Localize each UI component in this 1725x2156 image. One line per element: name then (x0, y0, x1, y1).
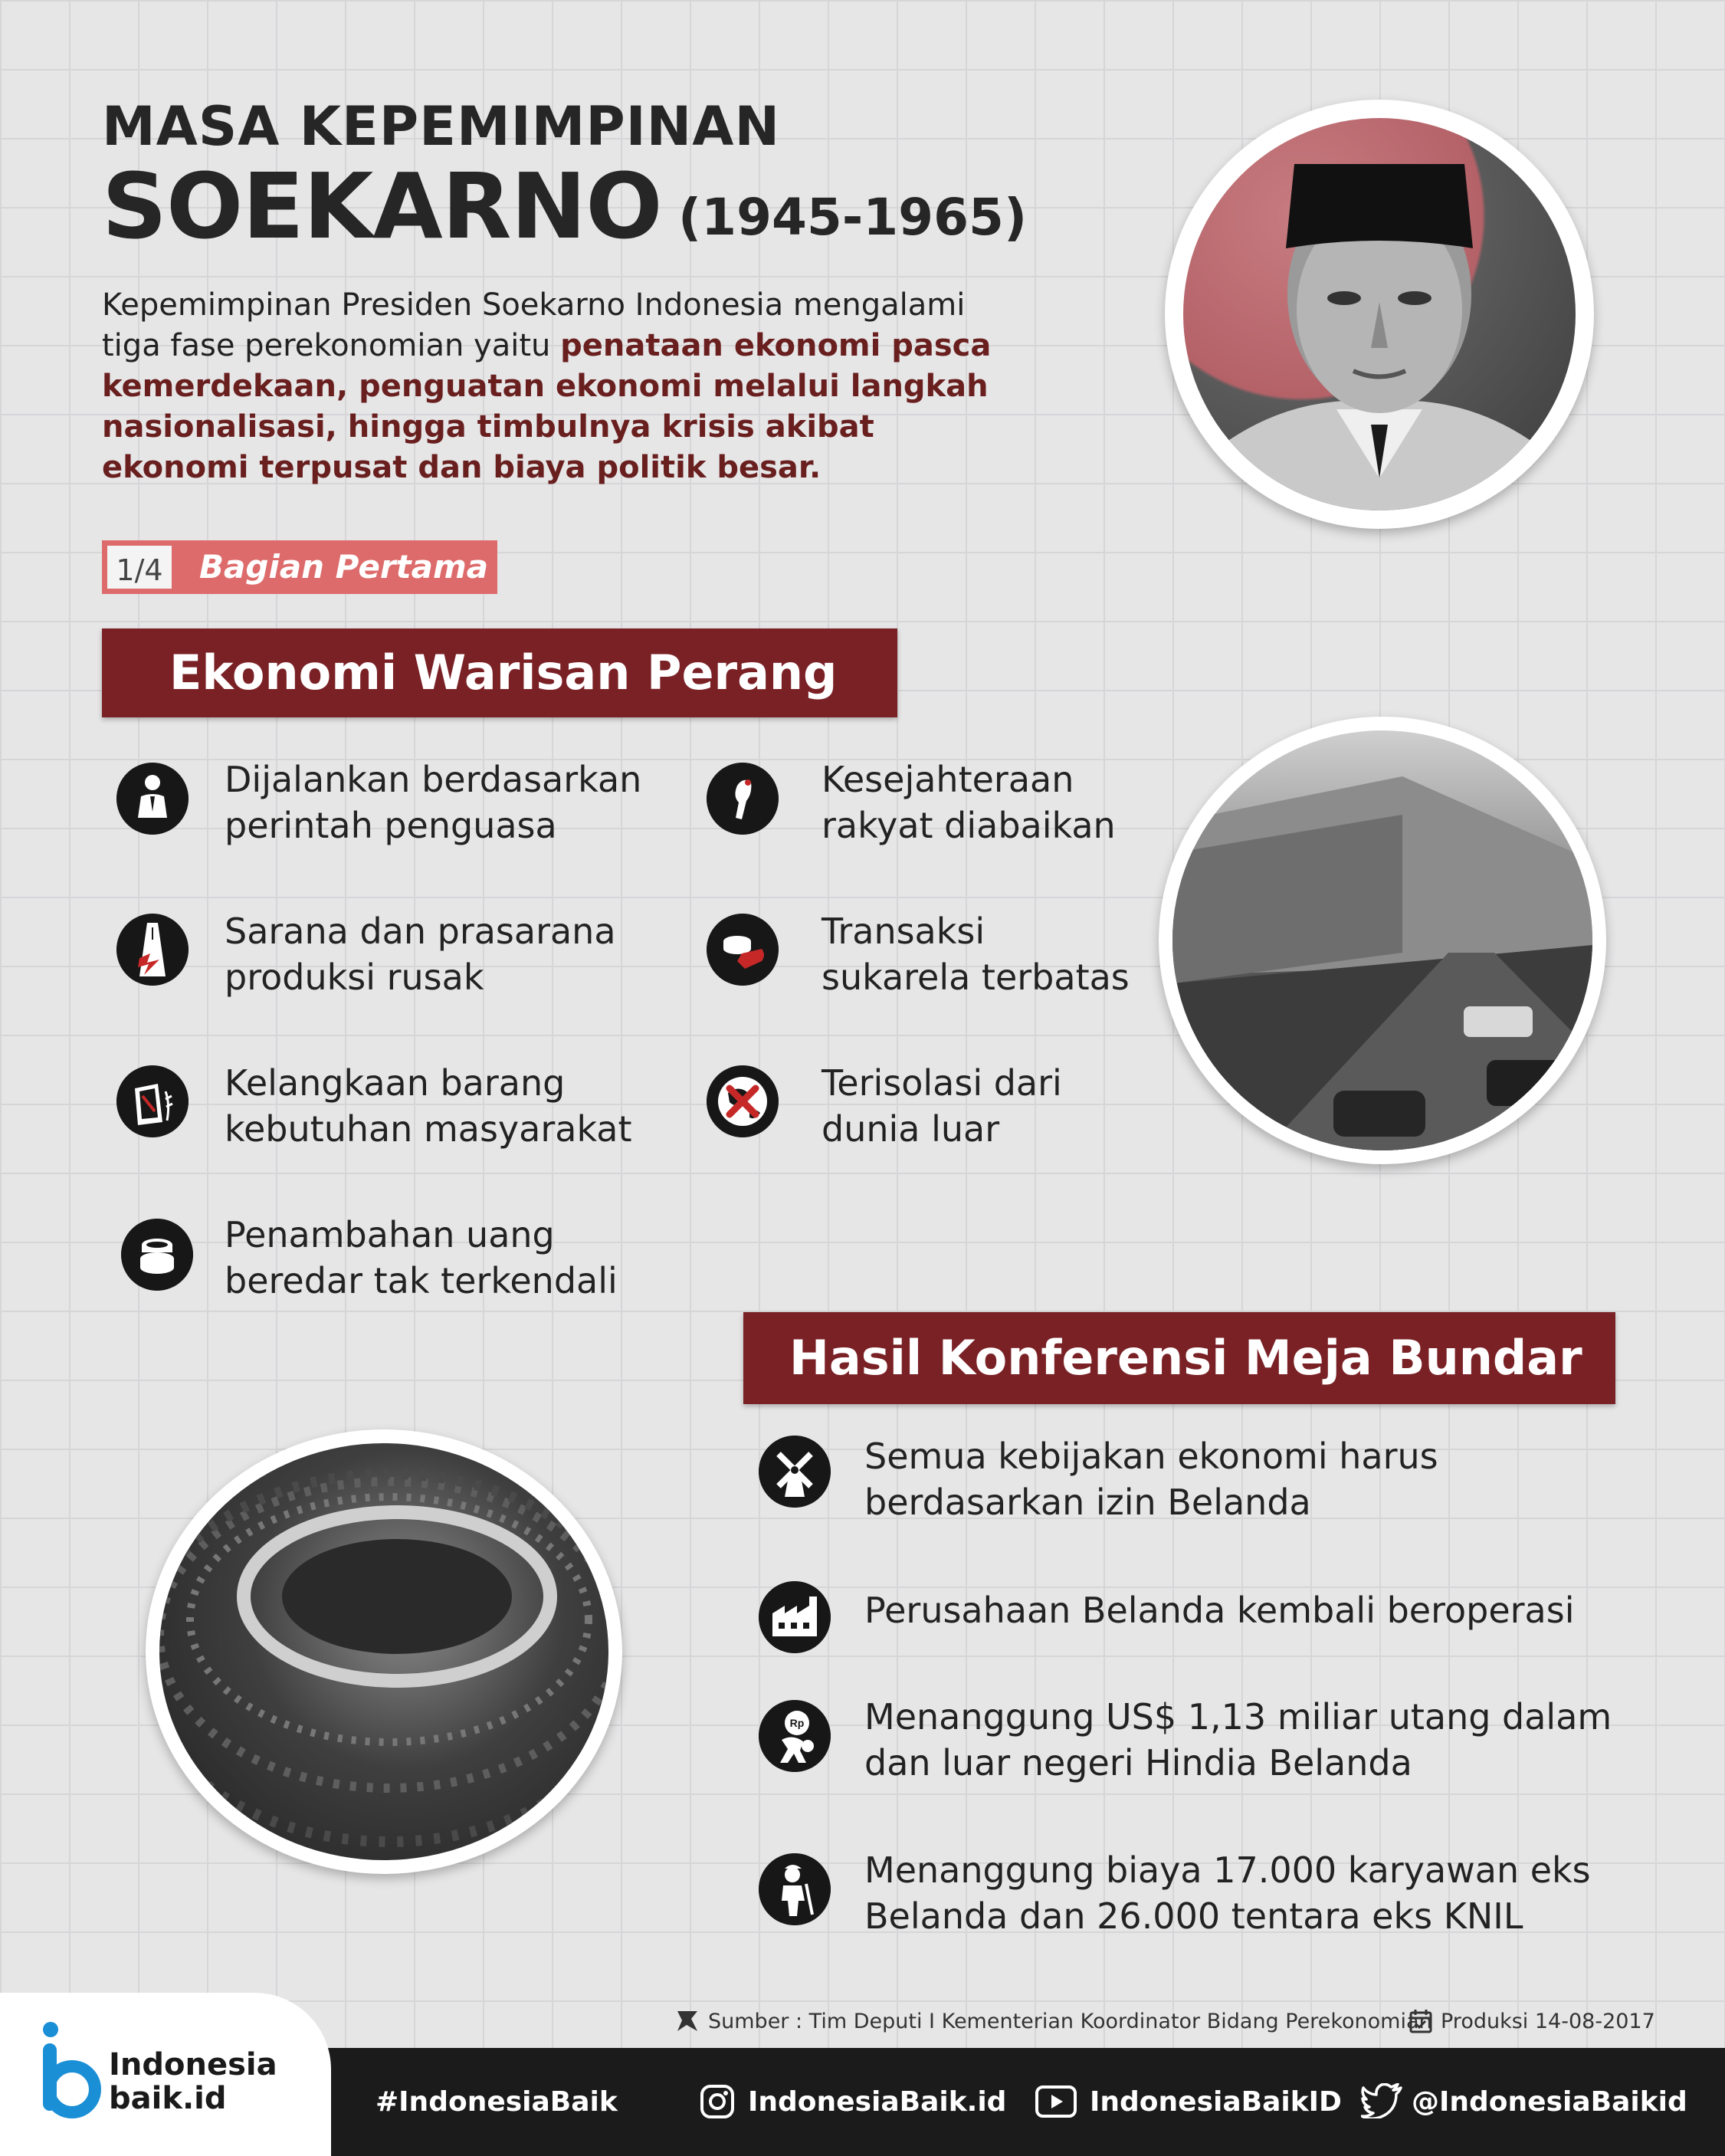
soldier-icon (759, 1853, 831, 1925)
production-text: Produksi 14-08-2017 (1441, 2010, 1655, 2033)
street-photo (1159, 717, 1606, 1164)
item-line-1: Semua kebijakan ekonomi harus (864, 1436, 1438, 1477)
source-text: Sumber : Tim Deputi I Kementerian Koordinator Bidang Perekonomian (708, 2010, 1432, 2033)
item-line-1: Sarana dan prasarana (225, 911, 616, 952)
item-line-2: sukarela terbatas (822, 957, 1130, 998)
part-number: 1/4 (104, 543, 175, 592)
list-item (864, 1587, 1575, 1633)
item-line-2: dan luar negeri Hindia Belanda (864, 1742, 1412, 1784)
instagram-link[interactable] (699, 2076, 1006, 2129)
youtube-link[interactable] (1035, 2076, 1342, 2129)
portrait-image (1183, 118, 1576, 510)
item-line-2: rakyat diabaikan (822, 805, 1116, 846)
rice-bag-icon (116, 1065, 189, 1137)
twitter-handle: @IndonesiaBaikid (1412, 2086, 1687, 2118)
conference-photo-image (159, 1443, 608, 1860)
item-line-2: kebutuhan masyarakat (225, 1108, 632, 1150)
item-line-1: Kesejahteraan (822, 759, 1074, 800)
title-years: (1945-1965) (678, 188, 1028, 247)
section-header-hasil-konferensi: Hasil Konferensi Meja Bundar (743, 1312, 1615, 1404)
broken-road-icon (116, 914, 189, 986)
globe-cross-icon (707, 1065, 779, 1137)
item-line-2: dunia luar (822, 1108, 1000, 1150)
list-item (864, 1847, 1591, 1939)
title-line-1: MASA KEPEMIMPINAN (102, 95, 781, 158)
debt-burden-icon (759, 1700, 831, 1772)
windmill-icon (759, 1436, 831, 1508)
item-line-2: berdasarkan izin Belanda (864, 1482, 1311, 1523)
coin-stack-icon (121, 1219, 193, 1291)
list-item (225, 756, 641, 848)
conference-illustration (159, 1443, 608, 1860)
part-label: Bagian Pertama (199, 548, 489, 586)
logo-wordmark (109, 2048, 277, 2115)
coin-hand-icon (707, 914, 779, 986)
factory-icon (759, 1581, 831, 1653)
item-line-1: Dijalankan berdasarkan (225, 759, 642, 800)
list-item (864, 1694, 1612, 1786)
list-item (822, 908, 1130, 1000)
indonesiabaik-logo-icon (37, 2019, 103, 2122)
section-header-ekonomi-warisan-perang: Ekonomi Warisan Perang (102, 628, 897, 717)
twitter-icon (1361, 2083, 1402, 2118)
list-item (225, 908, 616, 1000)
instagram-icon (699, 2083, 736, 2120)
intro-paragraph (102, 285, 1022, 488)
list-item (822, 1060, 1062, 1152)
item-line-1: Terisolasi dari (822, 1062, 1062, 1104)
item-line-2: produksi rusak (225, 957, 484, 998)
street-photo-image (1172, 730, 1592, 1150)
source-credit (674, 2008, 1432, 2034)
item-line-2: perintah penguasa (225, 805, 557, 846)
hashtag-link[interactable]: #IndonesiaBaik (375, 2086, 618, 2118)
youtube-handle: IndonesiaBaikID (1090, 2086, 1342, 2118)
list-item (225, 1212, 618, 1304)
debt-icon-label: Rp (789, 1717, 805, 1729)
hand-icon (707, 763, 779, 835)
street-illustration (1172, 730, 1592, 1150)
instagram-handle: IndonesiaBaik.id (748, 2086, 1007, 2118)
item-line-1: Kelangkaan barang (225, 1062, 566, 1104)
youtube-icon (1035, 2085, 1077, 2118)
twitter-link[interactable] (1361, 2076, 1687, 2129)
conference-photo (146, 1429, 622, 1874)
officer-icon (116, 763, 189, 835)
title-name: SOEKARNO (102, 153, 662, 259)
logo-line-2: baik.id (109, 2081, 227, 2116)
intro-plain-text: Kepemimpinan Presiden Soekarno Indonesia mengalami tiga fase perekonomian yaitu (102, 287, 966, 363)
item-line-1: Menanggung US$ 1,13 miliar utang dalam (864, 1696, 1612, 1738)
calendar-icon (1409, 2008, 1433, 2034)
source-icon (674, 2008, 700, 2034)
logo-line-1: Indonesia (109, 2047, 277, 2082)
portrait-illustration (1183, 118, 1576, 510)
list-item (822, 756, 1116, 848)
part-badge (102, 540, 497, 594)
list-item (864, 1433, 1438, 1525)
item-line-1: Menanggung biaya 17.000 karyawan eks (864, 1849, 1591, 1891)
soekarno-portrait (1165, 100, 1594, 529)
list-item (225, 1060, 632, 1152)
item-line-1: Perusahaan Belanda kembali beroperasi (864, 1590, 1575, 1631)
item-line-2: Belanda dan 26.000 tentara eks KNIL (864, 1895, 1523, 1937)
item-line-1: Transaksi (822, 911, 985, 952)
item-line-1: Penambahan uang (225, 1214, 555, 1255)
item-line-2: beredar tak terkendali (225, 1260, 618, 1301)
intro-emphasis-text: penataan ekonomi pasca kemerdekaan, penguatan ekonomi melalui langkah nasionalisasi, hingga timbulnya krisis akibat ekonomi terpusat dan biaya politik besar. (102, 328, 992, 485)
production-date (1409, 2008, 1655, 2034)
